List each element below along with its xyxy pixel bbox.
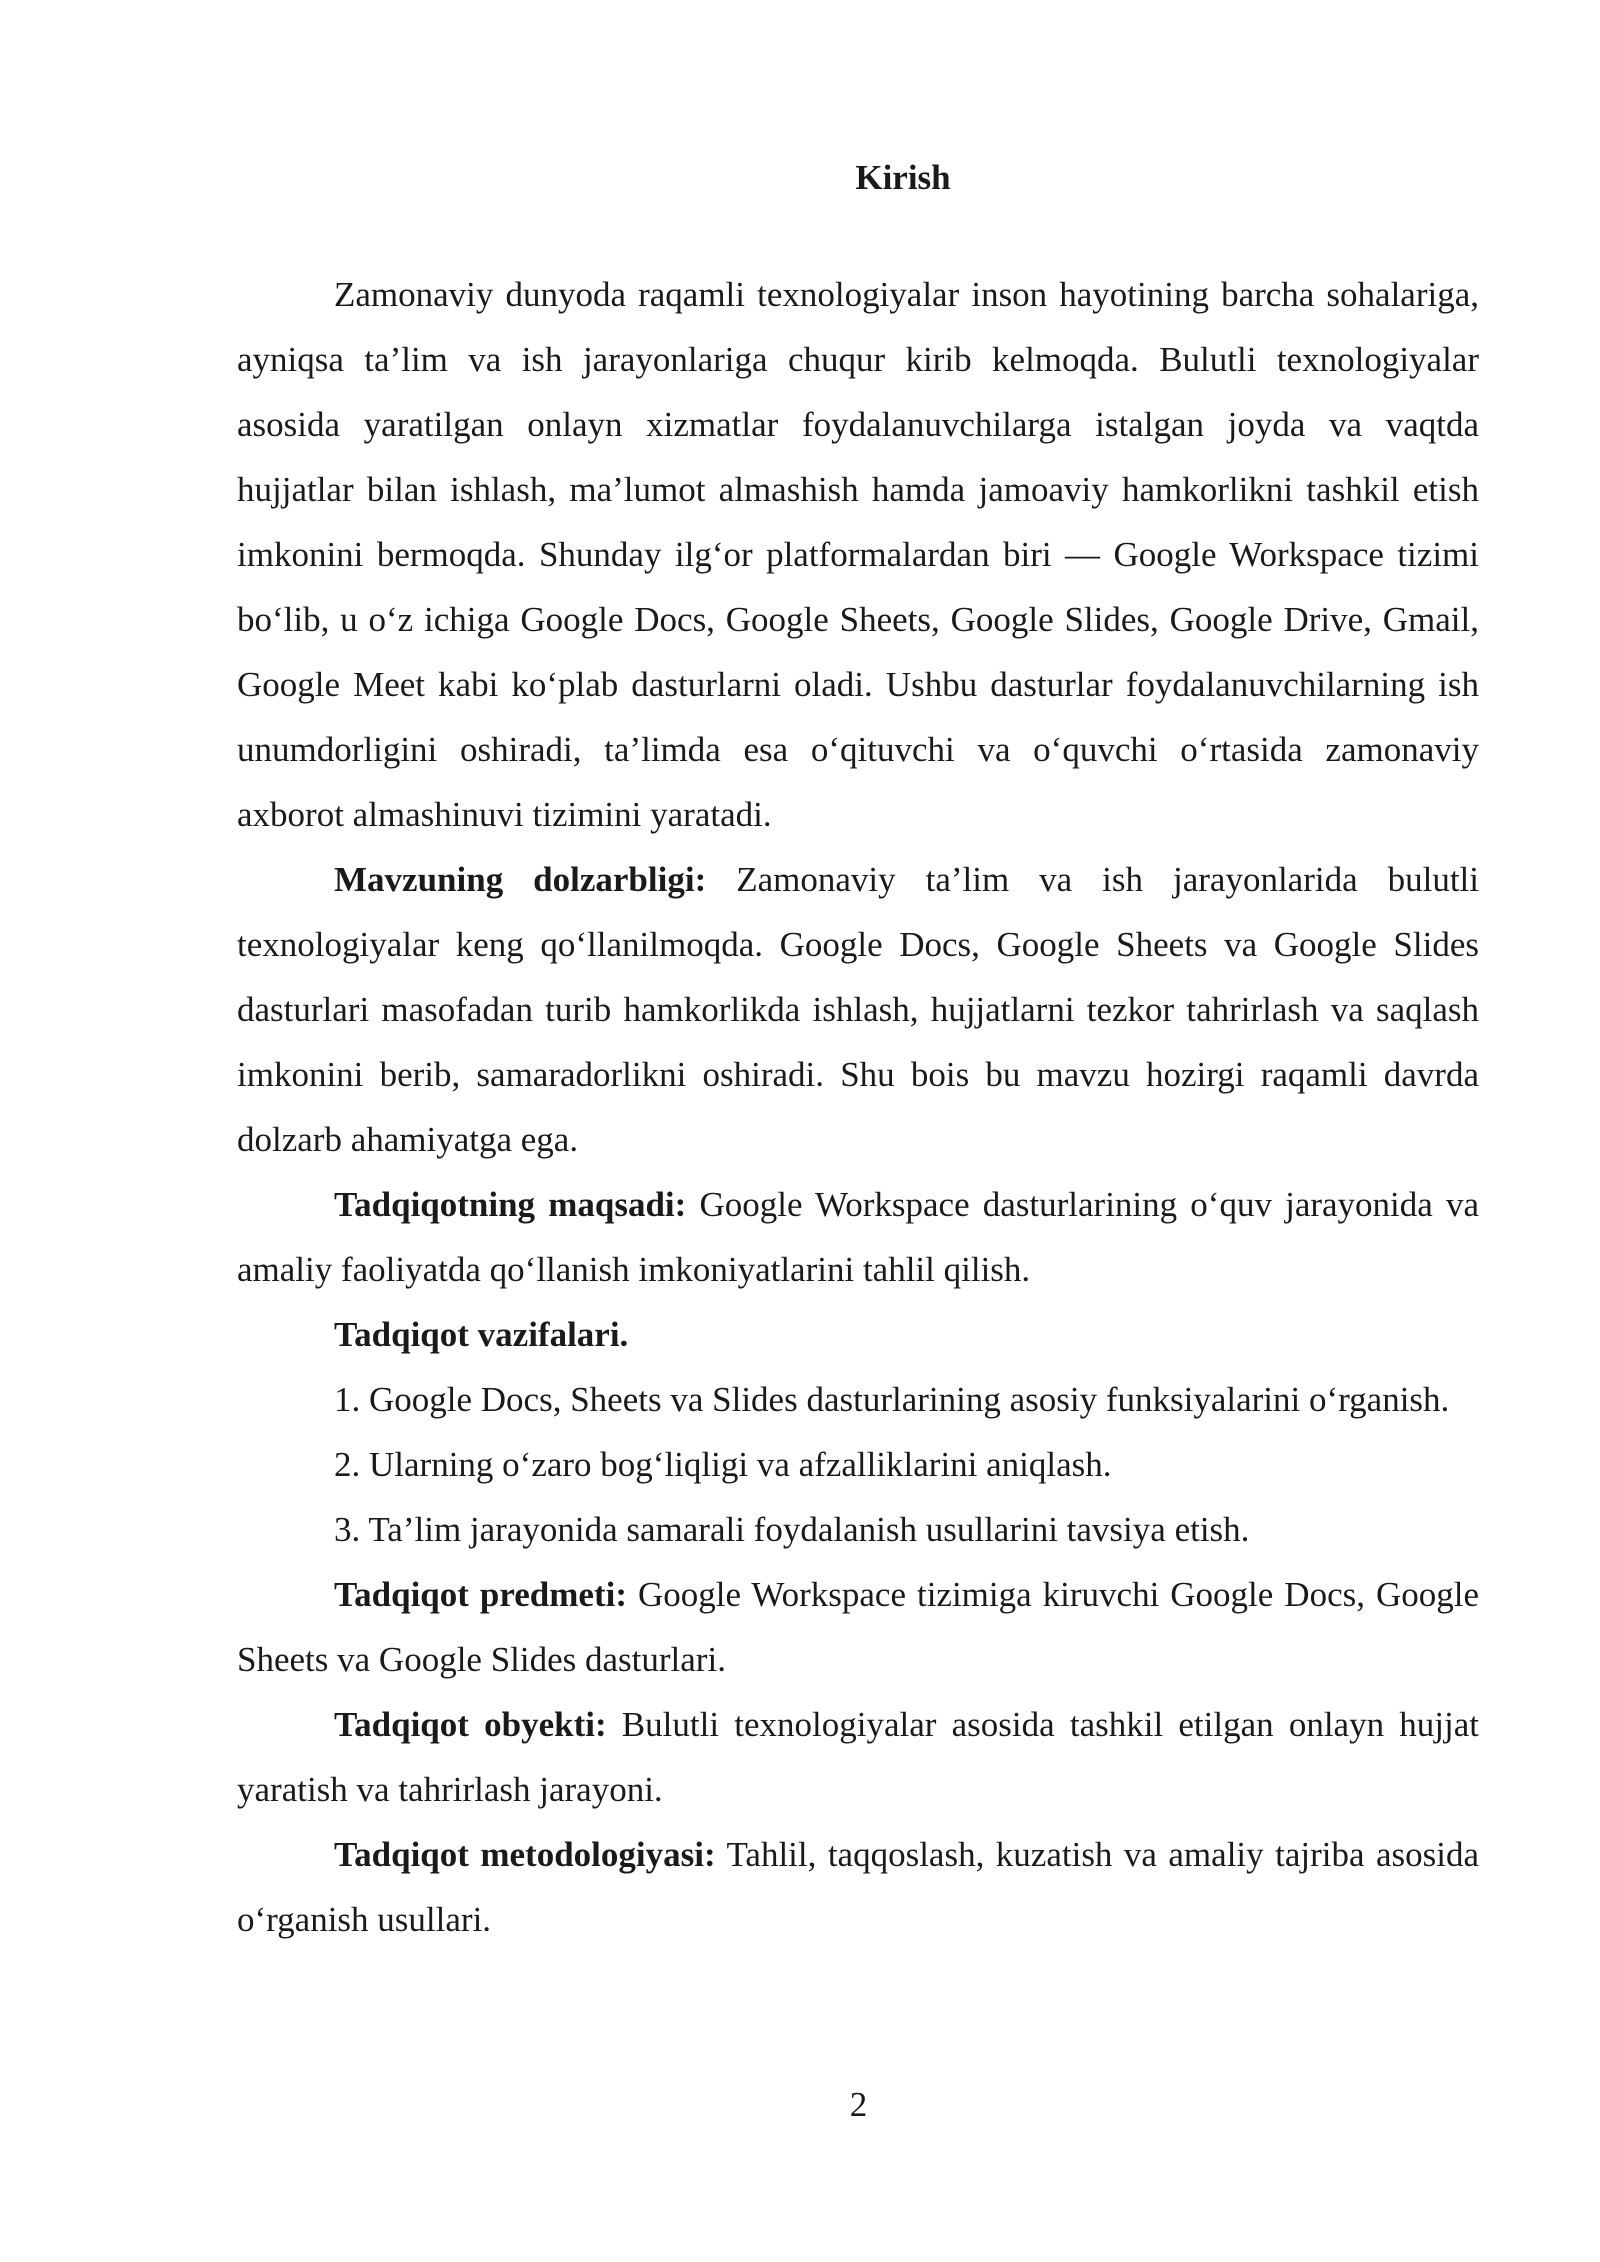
subject-paragraph xyxy=(237,1562,1479,1692)
methodology-paragraph xyxy=(237,1822,1479,1952)
relevance-paragraph xyxy=(237,847,1479,1172)
methodology-text: Tahlil, taqqoslash, kuzatish va amaliy tajriba asosida o‘rganish usullari. xyxy=(237,1835,1479,1939)
object-paragraph xyxy=(237,1692,1479,1822)
goal-text: Google Workspace dasturlarining o‘quv jarayonida va amaliy faoliyatda qo‘llanish imkoniyatlarini tahlil qilish. xyxy=(237,1185,1479,1289)
tasks-heading-paragraph xyxy=(237,1302,1479,1367)
subject-label: Tadqiqot predmeti: xyxy=(334,1575,627,1614)
page-number: 2 xyxy=(849,2085,868,2124)
relevance-label: Mavzuning dolzarbligi: xyxy=(334,860,707,899)
task-item: 2. Ularning o‘zaro bog‘liqligi va afzalliklarini aniqlash. xyxy=(334,1445,1112,1484)
task-item: 3. Ta’lim jarayonida samarali foydalanish usullarini tavsiya etish. xyxy=(334,1510,1250,1549)
page-title: Kirish xyxy=(855,158,951,197)
intro-paragraph: Zamonaviy dunyoda raqamli texnologiyalar inson hayotining barcha sohalariga, ayniqsa ta’lim va ish jarayonlariga chuqur kirib kelmoqda. Bulutli texnologiyalar asosida yaratilgan onlayn xizmatlar foydalanuvchilarga istalgan joyda va vaqtda hujjatlar bilan ishlash, ma’lumot almashish hamda jamoaviy hamkorlikni tashkil etish imkonini bermoqda. Shunday ilg‘or platformalardan biri — Google Workspace tizimi bo‘lib, u o‘z ichiga Google Docs, Google Sheets, Google Slides, Google Drive, Gmail, Google Meet kabi ko‘plab dasturlarni oladi. Ushbu dasturlar foydalanuvchilarning ish unumdorligini oshiradi, ta’limda esa o‘qituvchi va o‘quvchi o‘rtasida zamonaviy axborot almashinuvi tizimini yaratadi. xyxy=(237,275,1479,834)
goal-paragraph xyxy=(237,1172,1479,1302)
tasks-label: Tadqiqot vazifalari. xyxy=(334,1315,629,1354)
goal-label: Tadqiqotning maqsadi: xyxy=(334,1185,687,1224)
methodology-label: Tadqiqot metodologiyasi: xyxy=(334,1835,716,1874)
page-content xyxy=(237,145,1479,1952)
object-text: Bulutli texnologiyalar asosida tashkil etilgan onlayn hujjat yaratish va tahrirlash jarayoni. xyxy=(237,1705,1479,1809)
relevance-text: Zamonaviy ta’lim va ish jarayonlarida bulutli texnologiyalar keng qo‘llanilmoqda. Google Docs, Google Sheets va Google Slides dasturlari masofadan turib hamkorlikda ishlash, hujjatlarni tezkor tahrirlash va saqlash imkonini berib, samaradorlikni oshiradi. Shu bois bu mavzu hozirgi raqamli davrda dolzarb ahamiyatga ega. xyxy=(237,860,1479,1159)
task-item: 1. Google Docs, Sheets va Slides dasturlarining asosiy funksiyalarini o‘rganish. xyxy=(334,1380,1450,1419)
subject-text: Google Workspace tizimiga kiruvchi Google Docs, Google Sheets va Google Slides dasturlari. xyxy=(237,1575,1480,1679)
object-label: Tadqiqot obyekti: xyxy=(334,1705,607,1744)
